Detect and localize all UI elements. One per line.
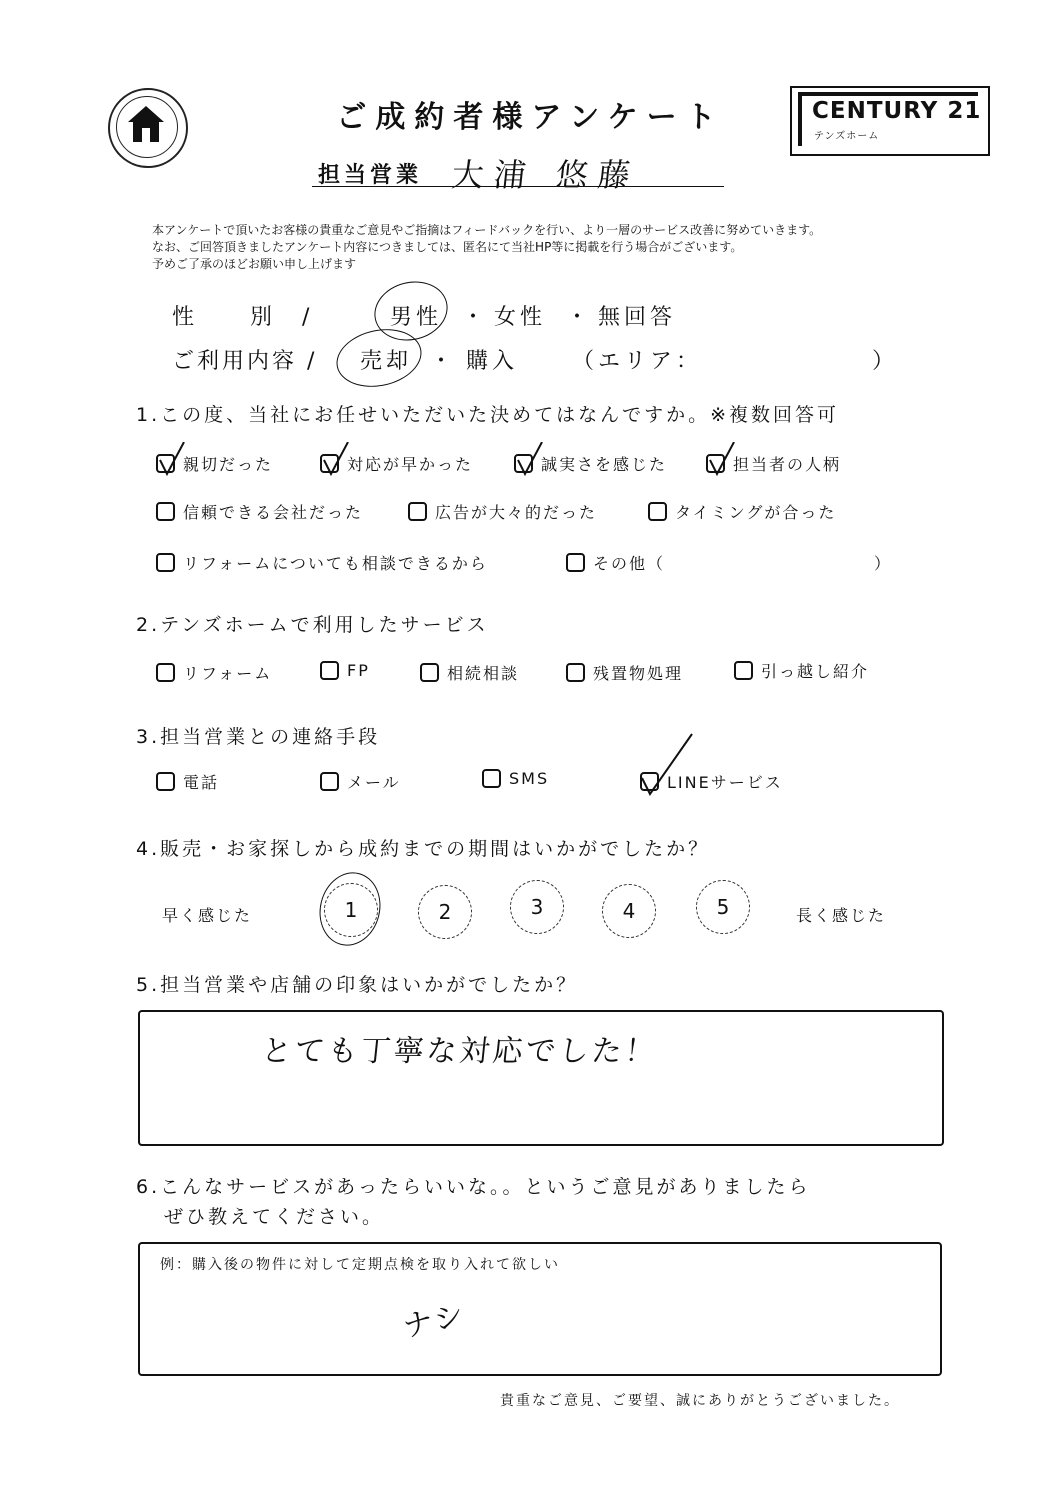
footer-thanks: 貴重なご意見、ご要望、誠にありがとうございました。 <box>500 1393 900 1409</box>
q2-option-moving[interactable] <box>734 659 869 682</box>
selection-circle-1 <box>312 866 388 952</box>
option-label: その他（ <box>593 554 666 573</box>
q1-option-ads[interactable] <box>408 500 597 523</box>
checkbox[interactable] <box>156 502 175 521</box>
scale-option-2[interactable]: 2 <box>418 885 472 939</box>
question-1-title: 1.この度、当社にお任せいただいた決めてはなんですか。※複数回答可 <box>136 404 840 426</box>
checkbox[interactable] <box>566 553 585 572</box>
option-label: FP <box>347 661 370 680</box>
q1-option-fast[interactable] <box>320 452 473 475</box>
q1-option-personality[interactable] <box>706 452 841 475</box>
q1-option-timing[interactable] <box>648 500 836 523</box>
check-mark-icon <box>158 442 194 478</box>
scale-right-label: 長く感じた <box>796 906 887 925</box>
checkbox[interactable] <box>566 663 585 682</box>
q3-option-mail[interactable] <box>320 770 401 793</box>
question-2-title: 2.テンズホームで利用したサービス <box>136 614 489 636</box>
option-label: リフォーム <box>183 664 273 683</box>
option-label: 対応が早かった <box>347 455 474 474</box>
checkbox[interactable] <box>156 663 175 682</box>
question-6-title-line-2: ぜひ教えてください。 <box>164 1206 385 1228</box>
checkbox[interactable] <box>420 663 439 682</box>
check-mark-icon <box>708 442 744 478</box>
gender-option-male[interactable]: 男性 <box>390 305 443 330</box>
q2-option-leftover[interactable] <box>566 661 683 684</box>
gender-label: 性 別 / <box>172 305 314 330</box>
gender-option-female[interactable]: 女性 <box>494 305 547 330</box>
option-label: 誠実さを感じた <box>541 455 668 474</box>
area-input[interactable] <box>700 346 860 374</box>
brand-subtitle: テンズホーム <box>814 131 880 142</box>
question-5-title: 5.担当営業や店舗の印象はいかがでしたか？ <box>136 974 579 996</box>
option-label: 残置物処理 <box>593 664 684 683</box>
checkbox[interactable] <box>706 454 725 473</box>
option-label: 相続相談 <box>447 664 520 683</box>
gender-option-none[interactable]: 無回答 <box>598 305 677 330</box>
usage-option-buy[interactable]: 購入 <box>466 349 519 374</box>
checkbox[interactable] <box>320 772 339 791</box>
option-label: 広告が大々的だった <box>435 503 598 522</box>
option-label: 引っ越し紹介 <box>761 662 870 681</box>
checkbox[interactable] <box>320 661 339 680</box>
option-label: 信頼できる会社だった <box>183 503 364 522</box>
q3-option-phone[interactable] <box>156 770 219 793</box>
q1-option-reform[interactable] <box>156 551 488 574</box>
page-title: ご成約者様アンケート <box>336 100 725 135</box>
separator-dot: ・ <box>462 305 489 330</box>
q2-option-reform[interactable] <box>156 661 272 684</box>
checkbox[interactable] <box>640 772 659 791</box>
checkbox[interactable] <box>156 553 175 572</box>
scale-left-label: 早く感じた <box>162 906 253 925</box>
question-6-title-line-1: 6.こんなサービスがあったらいいな。。というご意見がありましたら <box>136 1176 811 1198</box>
scale-option-3[interactable]: 3 <box>510 880 564 934</box>
q1-option-trust[interactable] <box>156 500 363 523</box>
option-label: メール <box>347 773 401 792</box>
usage-label: ご利用内容 / <box>172 349 318 374</box>
option-label: SMS <box>509 769 550 788</box>
usage-option-sell[interactable]: 売却 <box>360 349 413 374</box>
staff-name-handwritten[interactable]: 大浦 悠藤 <box>449 156 642 194</box>
area-close: ） <box>872 349 899 374</box>
q1-option-sincere[interactable] <box>514 452 667 475</box>
q6-answer-handwritten: ナシ <box>399 1297 470 1346</box>
q1-other-input[interactable] <box>692 552 862 574</box>
checkbox[interactable] <box>648 502 667 521</box>
option-label: 親切だった <box>183 455 274 474</box>
question-4-title: 4.販売・お家探しから成約までの期間はいかがでしたか？ <box>136 838 711 860</box>
option-label: リフォームについても相談できるから <box>183 554 488 573</box>
staff-underline <box>312 186 724 187</box>
q5-answer-handwritten: とても丁寧な対応でした！ <box>259 1034 660 1069</box>
intro-line-1: 本アンケートで頂いたお客様の貴重なご意見やご指摘はフィードバックを行い、より一層のサービス改善に努めていきます。 <box>152 223 822 237</box>
check-mark-icon <box>516 442 552 478</box>
q2-option-inheritance[interactable] <box>420 661 519 684</box>
option-label: タイミングが合った <box>675 503 837 522</box>
intro-line-2: なお、ご回答頂きましたアンケート内容につきましては、匿名にて当社HP等に掲載を行う場合がございます。 <box>152 240 743 254</box>
separator-dot: ・ <box>430 349 457 374</box>
checkbox[interactable] <box>156 772 175 791</box>
checkbox[interactable] <box>408 502 427 521</box>
staff-label: 担当営業 <box>318 163 423 188</box>
q1-other-close: ） <box>874 554 893 573</box>
q1-option-other[interactable] <box>566 551 665 574</box>
checkbox[interactable] <box>320 454 339 473</box>
area-label: （エリア： <box>572 349 703 374</box>
checkbox[interactable] <box>482 769 501 788</box>
scale-option-4[interactable]: 4 <box>602 884 656 938</box>
check-mark-icon <box>640 732 696 798</box>
check-mark-icon <box>322 442 358 478</box>
q3-option-line[interactable] <box>640 770 783 793</box>
q2-option-fp[interactable] <box>320 661 370 680</box>
checkbox[interactable] <box>514 454 533 473</box>
checkbox[interactable] <box>734 661 753 680</box>
option-label: 電話 <box>183 773 220 792</box>
option-label: 担当者の人柄 <box>733 455 842 474</box>
question-3-title: 3.担当営業との連絡手段 <box>136 726 381 748</box>
q6-example: 例：購入後の物件に対して定期点検を取り入れて欲しい <box>160 1257 560 1273</box>
separator-dot: ・ <box>566 305 593 330</box>
intro-line-3: 予めご了承のほどお願い申し上げます <box>152 257 357 271</box>
brand-name: CENTURY 21 <box>812 98 982 124</box>
option-label: LINEサービス <box>667 773 783 792</box>
q1-option-kind[interactable] <box>156 452 273 475</box>
scale-option-5[interactable]: 5 <box>696 880 750 934</box>
q3-option-sms[interactable] <box>482 769 549 788</box>
checkbox[interactable] <box>156 454 175 473</box>
scale-option-1[interactable]: 1 <box>324 883 378 937</box>
